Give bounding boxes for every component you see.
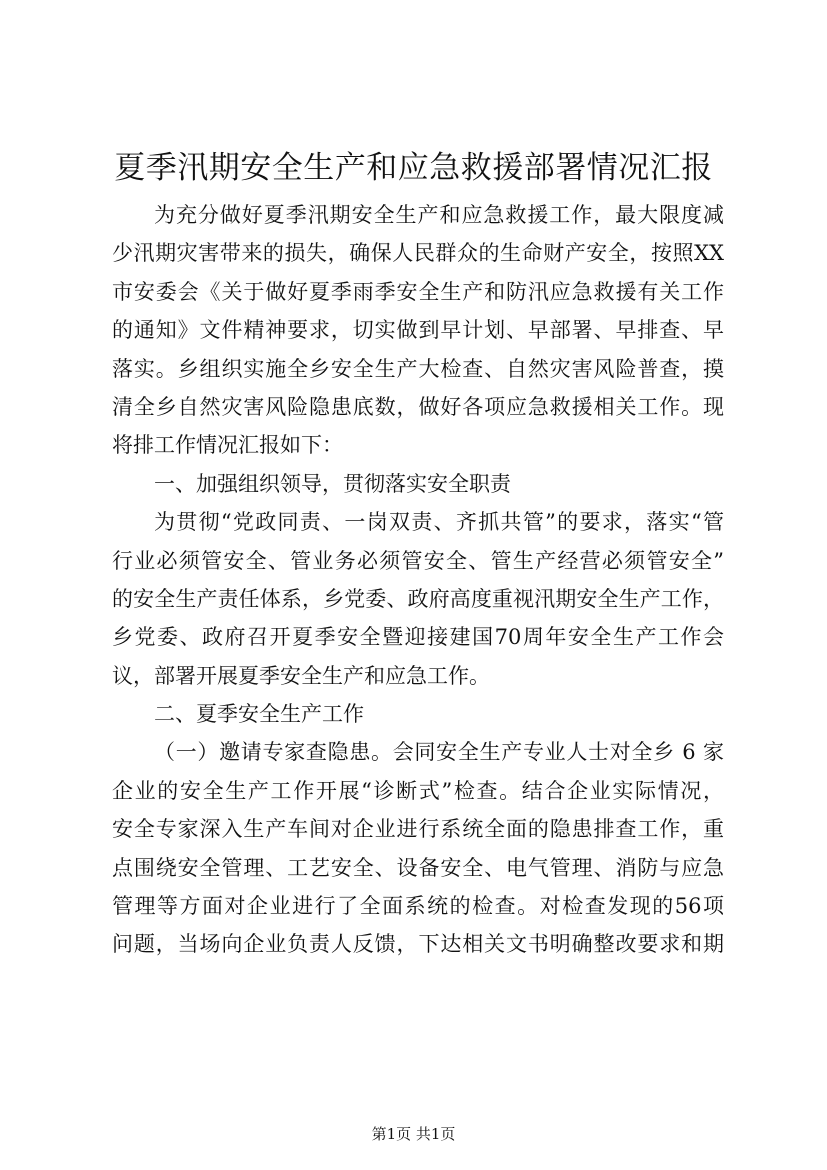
paragraph-line: （一）邀请专家查隐患。会同安全生产专业人士对全乡 6 家	[154, 740, 724, 765]
section-heading: 二、夏季安全生产工作	[154, 702, 364, 727]
document-body	[112, 196, 724, 964]
paragraph-line: 企业的安全生产工作开展“诊断式”检查。结合企业实际情况，	[112, 778, 724, 803]
paragraph-line: 的通知》文件精神要求，切实做到早计划、早部署、早排查、早	[112, 318, 724, 343]
paragraph-line: 安全专家深入生产车间对企业进行系统全面的隐患排查工作，重	[112, 817, 724, 842]
paragraph-line: 点围绕安全管理、工艺安全、设备安全、电气管理、消防与应急	[112, 855, 724, 880]
paragraph-line: 少汛期灾害带来的损失，确保人民群众的生命财产安全，按照XX	[112, 241, 724, 266]
paragraph-line: 管理等方面对企业进行了全面系统的检查。对检查发现的56项	[112, 894, 724, 919]
page-title: 夏季汛期安全生产和应急救援部署情况汇报	[114, 150, 713, 186]
page-footer: 第1页 共1页	[371, 1125, 456, 1143]
paragraph-line: 为贯彻“党政同责、一岗双责、齐抓共管”的要求，落实“管	[154, 510, 724, 535]
paragraph-line: 问题，当场向企业负责人反馈，下达相关文书明确整改要求和期	[112, 932, 724, 957]
paragraph-line: 为充分做好夏季汛期安全生产和应急救援工作，最大限度减	[154, 203, 724, 227]
paragraph-line: 将排工作情况汇报如下：	[112, 433, 343, 458]
paragraph-line: 行业必须管安全、管业务必须管安全、管生产经营必须管安全”	[112, 548, 724, 573]
paragraph-line: 落实。乡组织实施全乡安全生产大检查、自然灾害风险普查，摸	[112, 356, 724, 381]
paragraph-line: 市安委会《关于做好夏季雨季安全生产和防汛应急救援有关工作	[112, 279, 724, 304]
paragraph-line: 清全乡自然灾害风险隐患底数，做好各项应急救援相关工作。现	[112, 394, 724, 419]
paragraph-line: 乡党委、政府召开夏季安全暨迎接建国70周年安全生产工作会	[112, 625, 724, 650]
paragraph-line: 议，部署开展夏季安全生产和应急工作。	[112, 663, 490, 688]
section-heading: 一、加强组织领导，贯彻落实安全职责	[154, 471, 511, 496]
paragraph-line: 的安全生产责任体系，乡党委、政府高度重视汛期安全生产工作，	[112, 586, 724, 611]
